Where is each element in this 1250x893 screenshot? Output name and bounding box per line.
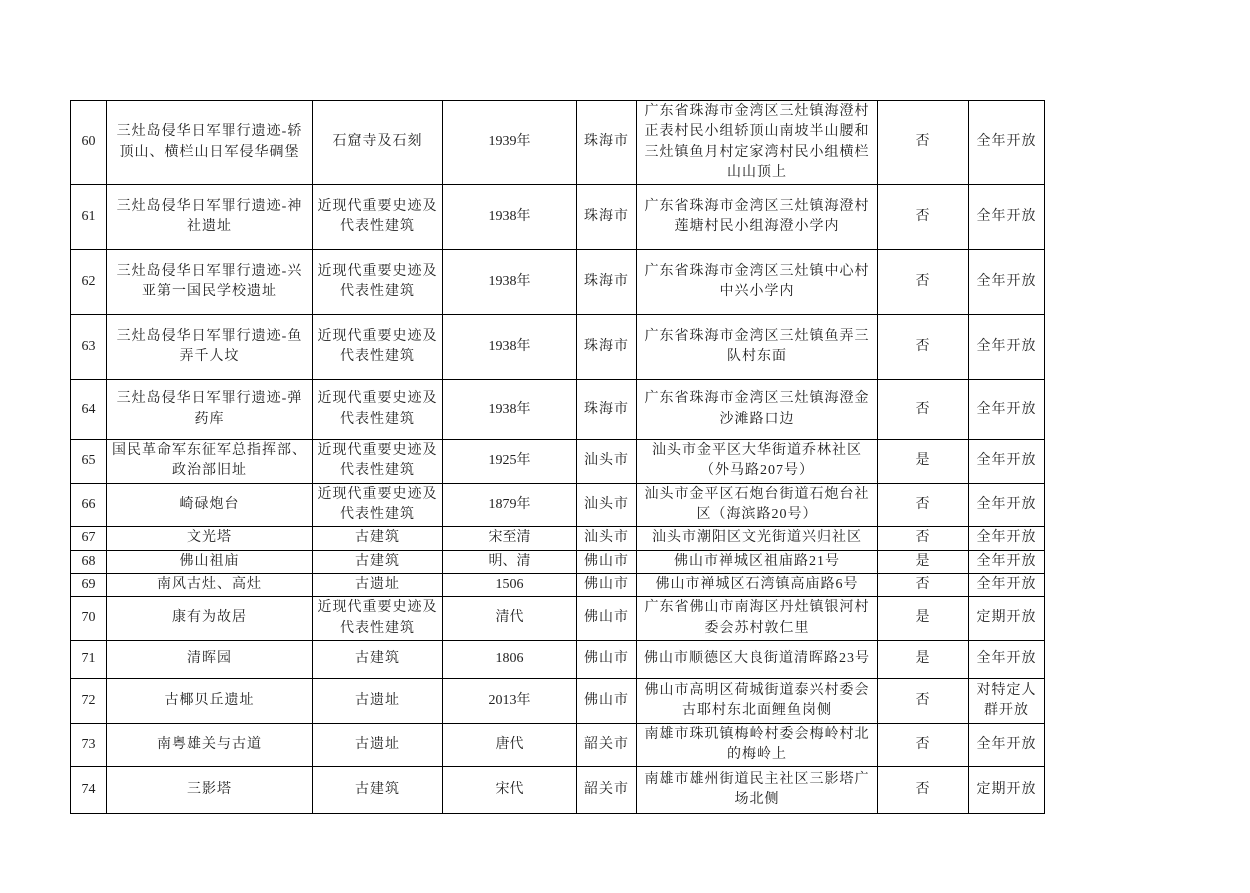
cell-site-name: 国民革命军东征军总指挥部、政治部旧址 xyxy=(107,440,313,484)
table-row xyxy=(71,380,1045,440)
cell-index: 70 xyxy=(71,597,107,641)
cell-address: 汕头市金平区大华街道乔林社区（外马路207号） xyxy=(637,440,878,484)
table-row xyxy=(71,440,1045,484)
cell-address: 佛山市顺德区大良街道清晖路23号 xyxy=(637,640,878,678)
cell-open-to-public-flag: 否 xyxy=(878,380,969,440)
cell-index: 73 xyxy=(71,723,107,767)
cell-category: 古遗址 xyxy=(313,723,443,767)
cell-year: 1939年 xyxy=(443,101,577,185)
cell-category: 近现代重要史迹及代表性建筑 xyxy=(313,380,443,440)
cell-index: 67 xyxy=(71,527,107,550)
cell-year: 清代 xyxy=(443,597,577,641)
cell-category: 古遗址 xyxy=(313,573,443,596)
cell-open-to-public-flag: 否 xyxy=(878,678,969,723)
cell-category: 古建筑 xyxy=(313,550,443,573)
cell-opening-schedule: 全年开放 xyxy=(969,550,1045,573)
cell-open-to-public-flag: 是 xyxy=(878,550,969,573)
cell-category: 近现代重要史迹及代表性建筑 xyxy=(313,315,443,380)
cell-open-to-public-flag: 是 xyxy=(878,440,969,484)
cell-opening-schedule: 定期开放 xyxy=(969,767,1045,814)
table-row xyxy=(71,597,1045,641)
cell-category: 石窟寺及石刻 xyxy=(313,101,443,185)
cell-category: 近现代重要史迹及代表性建筑 xyxy=(313,597,443,641)
cell-index: 74 xyxy=(71,767,107,814)
cell-category: 近现代重要史迹及代表性建筑 xyxy=(313,440,443,484)
table-row xyxy=(71,640,1045,678)
cell-year: 唐代 xyxy=(443,723,577,767)
cell-opening-schedule: 全年开放 xyxy=(969,250,1045,315)
cell-city: 珠海市 xyxy=(577,101,637,185)
cell-year: 2013年 xyxy=(443,678,577,723)
cell-category: 古建筑 xyxy=(313,527,443,550)
table-row xyxy=(71,250,1045,315)
cell-address: 汕头市潮阳区文光街道兴归社区 xyxy=(637,527,878,550)
cell-category: 古建筑 xyxy=(313,767,443,814)
cell-opening-schedule: 全年开放 xyxy=(969,185,1045,250)
cell-open-to-public-flag: 否 xyxy=(878,101,969,185)
cell-address: 广东省佛山市南海区丹灶镇银河村委会苏村敦仁里 xyxy=(637,597,878,641)
cell-site-name: 三灶岛侵华日军罪行遗迹-神社遗址 xyxy=(107,185,313,250)
cell-site-name: 崎碌炮台 xyxy=(107,483,313,527)
table-row xyxy=(71,483,1045,527)
cell-address: 佛山市高明区荷城街道泰兴村委会古耶村东北面鲤鱼岗侧 xyxy=(637,678,878,723)
cell-address: 南雄市雄州街道民主社区三影塔广场北侧 xyxy=(637,767,878,814)
cell-category: 近现代重要史迹及代表性建筑 xyxy=(313,483,443,527)
cell-opening-schedule: 全年开放 xyxy=(969,380,1045,440)
cell-index: 71 xyxy=(71,640,107,678)
table-row xyxy=(71,678,1045,723)
cell-year: 1925年 xyxy=(443,440,577,484)
cell-address: 广东省珠海市金湾区三灶镇中心村中兴小学内 xyxy=(637,250,878,315)
cell-open-to-public-flag: 否 xyxy=(878,723,969,767)
cell-site-name: 南风古灶、高灶 xyxy=(107,573,313,596)
cell-year: 1938年 xyxy=(443,315,577,380)
cell-year: 明、清 xyxy=(443,550,577,573)
cell-opening-schedule: 全年开放 xyxy=(969,723,1045,767)
cell-opening-schedule: 全年开放 xyxy=(969,101,1045,185)
cell-open-to-public-flag: 否 xyxy=(878,315,969,380)
cell-opening-schedule: 全年开放 xyxy=(969,640,1045,678)
cell-index: 66 xyxy=(71,483,107,527)
cell-year: 宋代 xyxy=(443,767,577,814)
cell-site-name: 古椰贝丘遗址 xyxy=(107,678,313,723)
cell-site-name: 三灶岛侵华日军罪行遗迹-轿顶山、横栏山日军侵华碉堡 xyxy=(107,101,313,185)
cell-year: 1938年 xyxy=(443,250,577,315)
table-body xyxy=(71,101,1045,814)
cell-city: 汕头市 xyxy=(577,440,637,484)
cell-index: 69 xyxy=(71,573,107,596)
cell-opening-schedule: 全年开放 xyxy=(969,483,1045,527)
cell-index: 72 xyxy=(71,678,107,723)
cell-open-to-public-flag: 否 xyxy=(878,573,969,596)
cell-open-to-public-flag: 否 xyxy=(878,185,969,250)
cell-index: 64 xyxy=(71,380,107,440)
cell-year: 1506 xyxy=(443,573,577,596)
cell-city: 汕头市 xyxy=(577,527,637,550)
table-row xyxy=(71,185,1045,250)
cell-open-to-public-flag: 是 xyxy=(878,640,969,678)
table-row xyxy=(71,315,1045,380)
cell-site-name: 康有为故居 xyxy=(107,597,313,641)
cell-year: 1879年 xyxy=(443,483,577,527)
cell-city: 佛山市 xyxy=(577,550,637,573)
cell-address: 南雄市珠玑镇梅岭村委会梅岭村北的梅岭上 xyxy=(637,723,878,767)
table-row xyxy=(71,527,1045,550)
cell-opening-schedule: 全年开放 xyxy=(969,315,1045,380)
cell-address: 广东省珠海市金湾区三灶镇海澄村莲塘村民小组海澄小学内 xyxy=(637,185,878,250)
cell-index: 62 xyxy=(71,250,107,315)
cell-city: 珠海市 xyxy=(577,185,637,250)
cell-site-name: 三灶岛侵华日军罪行遗迹-弹药库 xyxy=(107,380,313,440)
cell-address: 汕头市金平区石炮台街道石炮台社区（海滨路20号） xyxy=(637,483,878,527)
cell-category: 近现代重要史迹及代表性建筑 xyxy=(313,185,443,250)
cell-city: 佛山市 xyxy=(577,597,637,641)
cell-address: 佛山市禅城区祖庙路21号 xyxy=(637,550,878,573)
cell-category: 近现代重要史迹及代表性建筑 xyxy=(313,250,443,315)
cell-city: 佛山市 xyxy=(577,640,637,678)
table-row xyxy=(71,550,1045,573)
cell-site-name: 南粤雄关与古道 xyxy=(107,723,313,767)
cell-site-name: 文光塔 xyxy=(107,527,313,550)
cell-city: 珠海市 xyxy=(577,380,637,440)
cell-city: 珠海市 xyxy=(577,315,637,380)
cell-category: 古遗址 xyxy=(313,678,443,723)
cell-city: 珠海市 xyxy=(577,250,637,315)
cell-address: 广东省珠海市金湾区三灶镇海澄金沙滩路口边 xyxy=(637,380,878,440)
cell-opening-schedule: 全年开放 xyxy=(969,527,1045,550)
cell-index: 68 xyxy=(71,550,107,573)
cell-opening-schedule: 定期开放 xyxy=(969,597,1045,641)
cell-year: 宋至清 xyxy=(443,527,577,550)
cell-city: 韶关市 xyxy=(577,767,637,814)
cell-index: 60 xyxy=(71,101,107,185)
cell-index: 65 xyxy=(71,440,107,484)
cell-city: 佛山市 xyxy=(577,573,637,596)
cell-open-to-public-flag: 否 xyxy=(878,483,969,527)
cell-open-to-public-flag: 是 xyxy=(878,597,969,641)
cell-site-name: 三影塔 xyxy=(107,767,313,814)
cell-address: 佛山市禅城区石湾镇高庙路6号 xyxy=(637,573,878,596)
cell-city: 韶关市 xyxy=(577,723,637,767)
cell-address: 广东省珠海市金湾区三灶镇鱼弄三队村东面 xyxy=(637,315,878,380)
table-row xyxy=(71,101,1045,185)
table-row xyxy=(71,767,1045,814)
cell-site-name: 佛山祖庙 xyxy=(107,550,313,573)
table-row xyxy=(71,723,1045,767)
cell-opening-schedule: 全年开放 xyxy=(969,573,1045,596)
cell-opening-schedule: 对特定人群开放 xyxy=(969,678,1045,723)
cell-year: 1806 xyxy=(443,640,577,678)
cell-index: 61 xyxy=(71,185,107,250)
cell-open-to-public-flag: 否 xyxy=(878,250,969,315)
cell-index: 63 xyxy=(71,315,107,380)
heritage-sites-table xyxy=(70,100,1045,814)
cell-year: 1938年 xyxy=(443,380,577,440)
table-row xyxy=(71,573,1045,596)
cell-category: 古建筑 xyxy=(313,640,443,678)
cell-year: 1938年 xyxy=(443,185,577,250)
cell-city: 佛山市 xyxy=(577,678,637,723)
cell-site-name: 三灶岛侵华日军罪行遗迹-鱼弄千人坟 xyxy=(107,315,313,380)
cell-address: 广东省珠海市金湾区三灶镇海澄村正表村民小组轿顶山南坡半山腰和三灶镇鱼月村定家湾村民小组横栏山山顶上 xyxy=(637,101,878,185)
cell-open-to-public-flag: 否 xyxy=(878,527,969,550)
cell-site-name: 清晖园 xyxy=(107,640,313,678)
cell-site-name: 三灶岛侵华日军罪行遗迹-兴亚第一国民学校遗址 xyxy=(107,250,313,315)
cell-opening-schedule: 全年开放 xyxy=(969,440,1045,484)
cell-open-to-public-flag: 否 xyxy=(878,767,969,814)
cell-city: 汕头市 xyxy=(577,483,637,527)
